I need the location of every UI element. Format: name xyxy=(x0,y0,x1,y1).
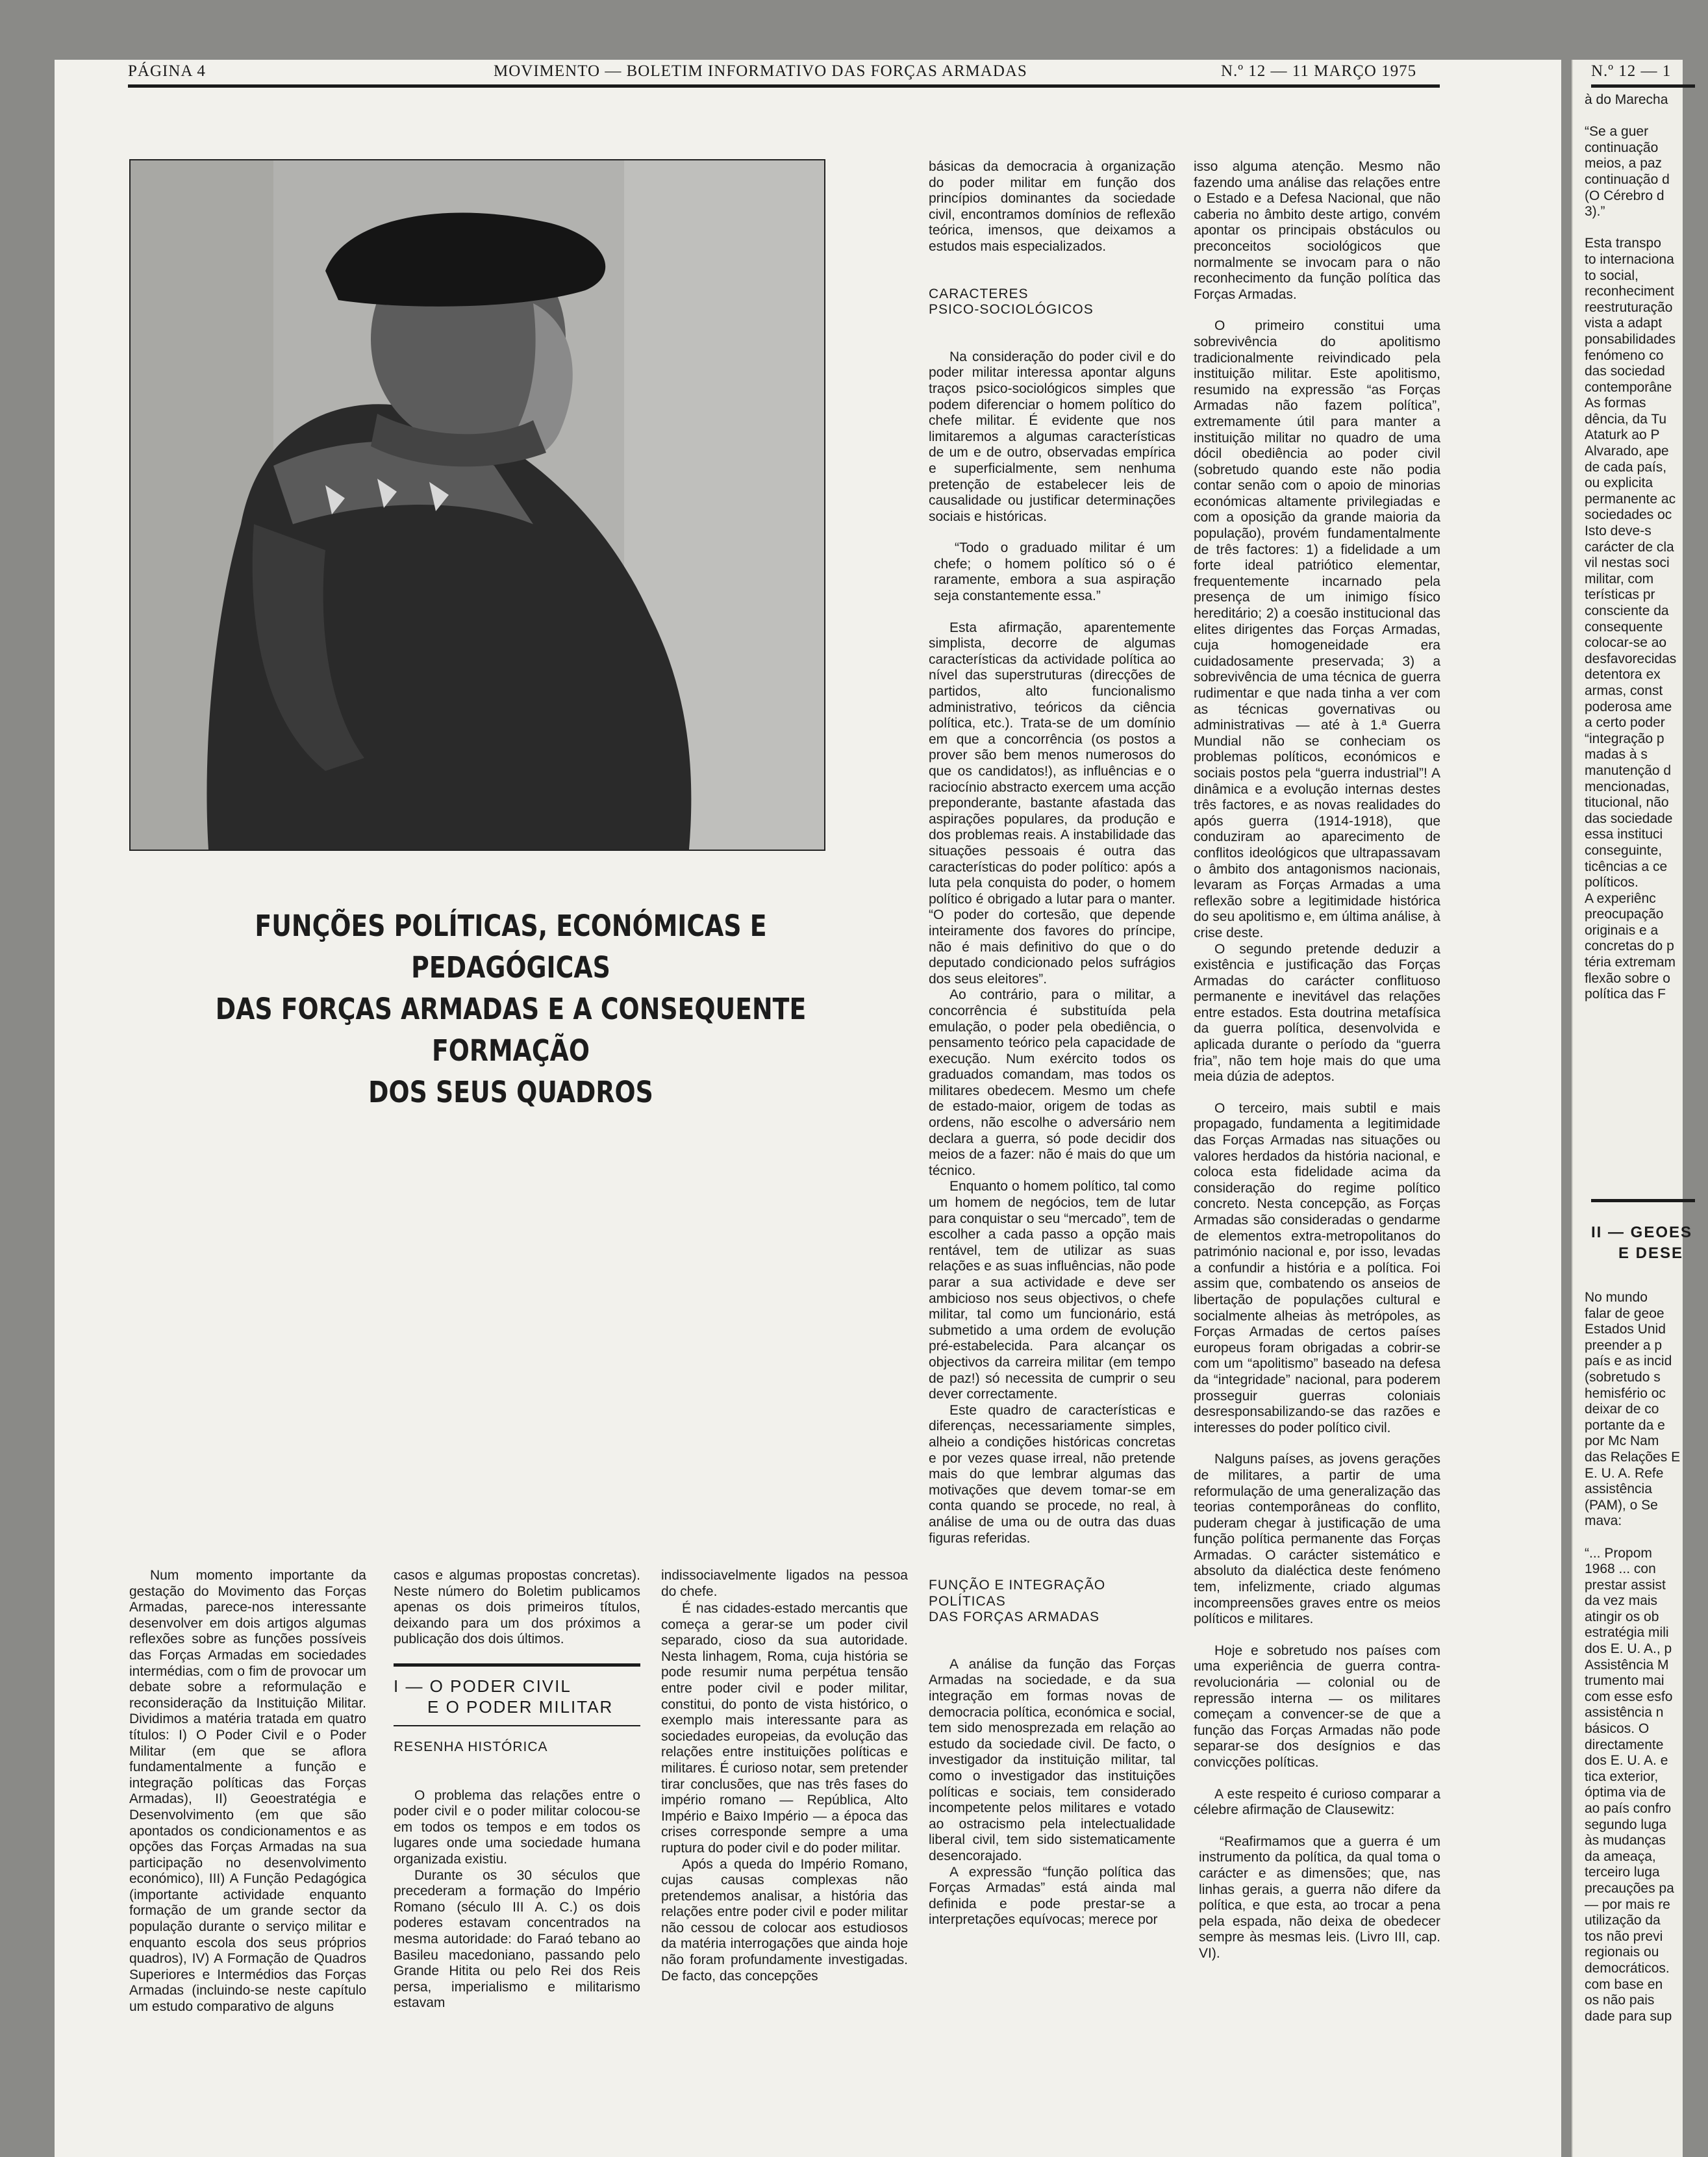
col4-paragraph-2: Esta afirmação, aparentemente simplista, decorre de algumas características da actividade política ao nível das superstruturas (direcções de partidos, alto funcionalismo administrativo, teóricos da ciência política, etc.). Trata-se de um domínio em que a concorrência (os postos a prover são bem menos numerosos do que os candidatos!), as influências e o raciocínio abstracto exercem uma acção preponderante, bastante afastada das aspirações populares, da produção e dos problemas reais. A instabilidade das situações pessoais é outra das características do poder político: após a luta pela conquista do poder, o homem político é obrigado a lutar para o manter. “O poder do cortesão, que depende inteiramente dos favores do príncipe, não é mais definitivo do que o do deputado condicionado pelos sufrágios dos seus eleitores”. xyxy=(929,620,1175,987)
next-page-text-line: terísticas pr xyxy=(1585,587,1655,603)
next-page-text-line: “... Propom xyxy=(1585,1545,1652,1561)
next-page-text-line: deixar de co xyxy=(1585,1402,1659,1417)
next-page-text-line: vista a adapt xyxy=(1585,316,1663,331)
next-page-text-line: ao país confro xyxy=(1585,1801,1672,1816)
next-page-text-line: tos não previ xyxy=(1585,1928,1663,1944)
next-page-text-line: téria extremam xyxy=(1585,955,1676,970)
next-page-text-line: com esse esfo xyxy=(1585,1689,1673,1704)
next-page-text-line: meios, a paz xyxy=(1585,156,1663,171)
col2-paragraph-1: O problema das relações entre o poder civil e o poder militar colocou-se em todos os tempos e em todos os lugares onde uma sociedade humana organizada existiu. xyxy=(394,1787,640,1867)
next-page-text-line: (O Cérebro d xyxy=(1585,188,1664,203)
next-page-text-line: prestar assist xyxy=(1585,1577,1666,1593)
next-page-edge xyxy=(1572,60,1693,2157)
col5-paragraph-4: Nalguns países, as jovens gerações de militares, a partir de uma reformulação de uma generalização das teorias contemporâneas do conflito, puderam chegar à justificação de uma função política permanente das Forças Armadas. O carácter sistemático e absoluto da dialéctica deste fenómeno tem, infelizmente, criado algumas incompreensões graves entre os meios políticos e militares. xyxy=(1194,1452,1440,1627)
next-page-text-line: to social, xyxy=(1585,268,1639,283)
next-page-text-line: portante da e xyxy=(1585,1417,1665,1433)
next-page-text-line: utilização da xyxy=(1585,1913,1661,1928)
next-page-heading-line-2: E DESE xyxy=(1618,1244,1684,1262)
next-page-column-bottom xyxy=(1585,1290,1702,2025)
next-page-text-line: a certo poder xyxy=(1585,715,1665,731)
next-page-section-rule xyxy=(1591,1199,1695,1202)
next-page-text-line: segundo luga xyxy=(1585,1817,1667,1832)
soldier-photo xyxy=(129,159,825,851)
subhead-caracteres-2: PSICO-SOCIOLÓGICOS xyxy=(929,302,1094,318)
issue-date: N.º 12 — 11 MARÇO 1975 xyxy=(1221,62,1417,80)
col4-quote: “Todo o graduado militar é um chefe; o homem político só o é raramente, embora a sua aspiração seja constantemente essa.” xyxy=(934,540,1175,604)
next-page-text-line: Esta transpo xyxy=(1585,236,1661,251)
next-page-text-line: detentora ex xyxy=(1585,667,1661,683)
next-page-text-line: E. U. A. Refe xyxy=(1585,1465,1664,1481)
next-page-text-line: directamente xyxy=(1585,1737,1664,1752)
intro-paragraph: Num momento importante da gestação do Movimento das Forças Armadas, parece-nos interessante desenvolver em dois artigos algumas reflexões sobre as funções possíveis das Forças Armadas em sociedades intermédias, com o fim de provocar um debate sobre a reformulação e reconsideração da Instituição Militar. Dividimos a matéria tratada em quatro títulos: I) O Poder Civil e o Poder Militar (em que se aflora fundamentalmente a função e integração políticas das Forças Armadas), II) Geoestratégia e Desenvolvimento (em que são apontados os condicionamentos e as opções das Forças Armadas na sua participação no desenvolvimento económico), III) A Função Pedagógica (importante actividade enquanto formação de um grande sector da população durante o serviço militar e enquanto escola dos seus próprios quadros), IV) A Formação de Quadros Superiores e Intermédios das Forças Armadas (incluindo-se neste capítulo um estudo comparativo de alguns xyxy=(129,1568,366,2015)
subhead-funcao-1: FUNÇÃO E INTEGRAÇÃO xyxy=(929,1578,1106,1593)
next-page-text-line: Assistência M xyxy=(1585,1657,1669,1672)
col5-top: isso alguma atenção. Mesmo não fazendo uma análise das relações entre o Estado e a Defesa Nacional, que não caberia no âmbito deste artigo, convém apontar os principais obstáculos ou preconceitos sociológicos que normalmente se invocam para o não reconhecimento da função política das Forças Armadas. xyxy=(1194,159,1440,302)
next-page-text-line: dos E. U. A. e xyxy=(1585,1753,1668,1769)
subhead-resenha: RESENHA HISTÓRICA xyxy=(394,1739,548,1754)
next-page-text-line: No mundo xyxy=(1585,1290,1648,1305)
next-page-text-line: mava: xyxy=(1585,1513,1622,1529)
intro-continuation: casos e algumas propostas concretas). Neste número do Boletim publicamos apenas os dois primeiros títulos, deixando para um dos próximos a publicação dos dois últimos. xyxy=(394,1568,640,1647)
next-page-text-line: reestruturação xyxy=(1585,299,1673,315)
next-page-text-line: conseguinte, xyxy=(1585,842,1663,858)
next-page-text-line: essa instituci xyxy=(1585,827,1663,842)
column-4 xyxy=(929,159,1175,1928)
next-page-text-line: tica exterior, xyxy=(1585,1769,1659,1784)
next-page-text-line: manutenção d xyxy=(1585,763,1672,778)
next-page-text-line: “integração p xyxy=(1585,731,1664,746)
section-title-line-1: I — O PODER CIVIL xyxy=(394,1676,571,1696)
next-page-text-line: concretas do p xyxy=(1585,939,1674,954)
next-page-text-line: ponsabilidades xyxy=(1585,331,1676,347)
next-page-heading-line-1: II — GEOES xyxy=(1591,1224,1693,1241)
column-5 xyxy=(1194,159,1440,1962)
next-page-text-line: sociedades oc xyxy=(1585,507,1672,523)
col4-paragraph-1: Na consideração do poder civil e do poder militar interessa apontar alguns traços psico-sociológicos simples que podem diferenciar o homem político do chefe militar. É evidente que nos limitaremos a algumas características de um e de outro, observadas empírica e superficialmente, sem nenhuma pretenção de estabelecer leis de causalidade ou justificar determinações sociais e históricas. xyxy=(929,349,1175,524)
next-page-text-line: dos E. U. A., p xyxy=(1585,1641,1672,1657)
column-3: indissociavelmente ligados na pessoa do chefe. xyxy=(661,1568,908,1599)
next-page-text-line: madas à s xyxy=(1585,747,1648,763)
next-page-text-line: continuação xyxy=(1585,140,1659,155)
next-page-text-line: por Mc Nam xyxy=(1585,1433,1659,1449)
next-page-text-line: dência, da Tu xyxy=(1585,411,1667,427)
next-page-text-line: desfavorecidas xyxy=(1585,651,1677,666)
next-page-column-top xyxy=(1585,92,1702,1003)
next-page-text-line: atingir os ob xyxy=(1585,1609,1659,1624)
next-page-text-line: originais e a xyxy=(1585,922,1659,938)
next-page-text-line: 1968 ... con xyxy=(1585,1561,1656,1577)
next-page-text-line: estratégia mili xyxy=(1585,1625,1669,1641)
next-page-text-line: país e as incid xyxy=(1585,1354,1672,1369)
column-1 xyxy=(129,1568,366,2015)
next-page-text-line: “Se a guer xyxy=(1585,124,1649,140)
col4-paragraph-6: A análise da função das Forças Armadas na sociedade, e da sua integração em formas novas de democracia política, económica e social, tem sido menosprezada em relação ao estudo da sociedade civil. De facto, o investigador da instituição militar, tal como o investigador das instituições políticas e sociais, tem considerado incompetente pelos militares e votado ao ostracismo pela intelectualidade liberal civil, tem sido sistematicamente desencorajado. xyxy=(929,1656,1175,1863)
next-page-text-line: assistência n xyxy=(1585,1705,1664,1721)
column-2 xyxy=(394,1568,640,2012)
soldier-silhouette-image xyxy=(131,160,824,850)
next-page-text-line: hemisfério oc xyxy=(1585,1385,1666,1401)
headline-line-2: DAS FORÇAS ARMADAS E A CONSEQUENTE FORMAÇÃO xyxy=(215,992,807,1068)
article-headline xyxy=(190,905,831,1113)
next-page-text-line: de cada país, xyxy=(1585,459,1667,475)
next-page-text-line: (sobretudo s xyxy=(1585,1369,1661,1385)
next-page-text-line: com base en xyxy=(1585,1976,1663,1992)
next-page-text-line: Estados Unid xyxy=(1585,1322,1666,1337)
next-page-text-line: carácter de cla xyxy=(1585,539,1674,555)
subhead-funcao-2: POLÍTICAS xyxy=(929,1593,1006,1609)
next-page-text-line: permanente ac xyxy=(1585,491,1676,507)
next-page-text-line: terceiro luga xyxy=(1585,1865,1660,1880)
next-page-text-line: armas, const xyxy=(1585,683,1663,698)
next-page-text-line: mencionadas, xyxy=(1585,779,1670,794)
next-page-text-line: As formas xyxy=(1585,396,1646,411)
next-page-text-line: das sociedad xyxy=(1585,364,1665,379)
next-page-text-line: assistência xyxy=(1585,1482,1652,1497)
next-page-text-line: Ataturk ao P xyxy=(1585,427,1660,443)
next-page-text-line: titucional, não xyxy=(1585,795,1669,811)
column-3-body: É nas cidades-estado mercantis que começa a gerar-se um poder civil separado, cioso da sua autoridade. Nesta linhagem, Roma, cuja história se pode resumir numa perpétua tensão entre poder civil e poder militar, constitui, do ponto de vista histórico, o exemplo mais interessante para as sociedades europeias, da evolução das relações entre instituições políticas e militares. É curioso notar, sem pretender tirar conclusões, que nas três fases do império romano — República, Alto Império e Baixo Império — a época das crises corresponde sempre a uma ruptura do poder civil e do poder militar. Após a queda do Império Romano, cujas causas complexas não pretendemos analisar, a história das relações entre poder civil e poder militar não cessou de colocar aos estudiosos da matéria interrogações que ainda hoje não foram profundamente investigadas. De facto, das concepções xyxy=(661,1601,908,1984)
next-page-text-line: da vez mais xyxy=(1585,1593,1658,1609)
next-page-text-line: os não pais xyxy=(1585,1993,1655,2008)
col5-paragraph-3: O terceiro, mais subtil e mais propagado, fundamenta a legitimidade das Forças Armadas nas situações ou valores herdados da história nacional, e coloca esta fidelidade acima da consideração do regime político concreto. Nesta concepção, as Forças Armadas são consideradas o gendarme de elementos extra-metropolitanos do património nacional e, por isso, levadas a confundir a história e a política. Foi assim que, combatendo os anseios de libertação de populações cultural e socialmente alheias às metrópoles, as Forças Armadas de certos países europeus foram obrigadas a cobrir-se com um “apolitismo” baseado na defesa da “integridade” nacional, para poderem prosseguir guerras coloniais desresponsabilizando-se das razões e interesses do poder político civil. xyxy=(1194,1100,1440,1435)
next-page-text-line: ou explicita xyxy=(1585,475,1653,491)
col2-paragraph-2: Durante os 30 séculos que precederam a formação do Império Romano (século III A. C.) os dois poderes estavam concentrados na mesma autoridade: do Faraó tebano ao Basileu macedoniano, passando pelo Grande Hitita ou pelo Rei dos Reis persa, imperialismo e militarismo estavam xyxy=(394,1867,640,2011)
next-page-text-line: fenómeno co xyxy=(1585,347,1664,363)
subhead-funcao-3: DAS FORÇAS ARMADAS xyxy=(929,1609,1100,1625)
col5-paragraph-6: A este respeito é curioso comparar a célebre afirmação de Clausewitz: xyxy=(1194,1786,1440,1818)
next-page-text-line: colocar-se ao xyxy=(1585,635,1667,651)
next-page-text-line: preender a p xyxy=(1585,1337,1663,1353)
section-title-line-2: E O PODER MILITAR xyxy=(427,1697,614,1717)
next-page-text-line: continuação d xyxy=(1585,171,1670,187)
next-page-text-line: da ameaça, xyxy=(1585,1848,1656,1864)
col4-paragraph-7: A expressão “função política das Forças Armadas” está ainda mal definida e pode prestar-se a interpretações equívocas; merece por xyxy=(929,1864,1175,1928)
subhead-caracteres-1: CARACTERES xyxy=(929,286,1029,301)
next-page-text-line: básicos. O xyxy=(1585,1721,1650,1737)
next-page-text-line: Isto deve-s xyxy=(1585,523,1651,539)
next-page-text-line xyxy=(1585,1530,1702,1546)
next-page-text-line: políticos. xyxy=(1585,875,1639,890)
next-page-text-line: democráticos. xyxy=(1585,1960,1670,1976)
next-page-text-line: (PAM), o Se xyxy=(1585,1497,1658,1513)
next-page-text-line: A experiênc xyxy=(1585,890,1656,906)
next-page-text-line: militar, com xyxy=(1585,571,1654,587)
next-page-text-line: ticências a ce xyxy=(1585,859,1668,874)
next-page-heading xyxy=(1591,1222,1708,1264)
headline-line-3: DOS SEUS QUADROS xyxy=(368,1075,653,1109)
masthead-title: MOVIMENTO — BOLETIM INFORMATIVO DAS FORÇAS ARMADAS xyxy=(494,62,1027,80)
next-page-text-line: reconheciment xyxy=(1585,284,1674,299)
headline-line-1: FUNÇÕES POLÍTICAS, ECONÓMICAS E PEDAGÓGICAS xyxy=(255,909,767,985)
next-page-text-line: às mudanças xyxy=(1585,1833,1666,1848)
next-page-text-line: — por mais re xyxy=(1585,1897,1670,1912)
next-page-text-line: falar de geoe xyxy=(1585,1306,1664,1321)
next-page-text-line: flexão sobre o xyxy=(1585,970,1670,986)
col4-paragraph-4: Enquanto o homem político, tal como um homem de negócios, tem de lutar para conquistar o seu “mercado”, tem de escolher a cada passo a opção mais rentável, tem de utilizar as suas relações e as suas influências, não pode parar a sua actividade e deve ser ambicioso nos seus objectivos, o chefe militar, tal como um funcionário, está submetido a uma ordem de evolução pré-estabelecida. Para alcançar os objectivos da carreira militar (em tempo de paz!) só necessita de cumprir o seu dever correctamente. xyxy=(929,1179,1175,1402)
next-page-text-line: 3).” xyxy=(1585,204,1605,220)
next-page-text-line: política das F xyxy=(1585,987,1666,1002)
next-page-text-line: regionais ou xyxy=(1585,1945,1659,1960)
col5-paragraph-2: O segundo pretende deduzir a existência e justificação das Forças Armadas do carácter conflituoso permanente e inevitável das relações entre estados. Esta doutrina metafísica da guerra política, desenvolvida e aplicada durante o período da “guerra fria”, não tem hoje mais do que uma meia dúzia de adeptos. xyxy=(1194,941,1440,1085)
next-page-text-line: vil nestas soci xyxy=(1585,555,1670,571)
col4-top: básicas da democracia à organização do poder militar em função dos princípios dominantes da sociedade civil, encontramos domínios de reflexão teórica, imensos, que deixamos a estudos mais especializados. xyxy=(929,159,1175,254)
next-page-text-line: óptima via de xyxy=(1585,1785,1666,1800)
next-page-text-line: contemporâne xyxy=(1585,379,1672,395)
next-page-text-line: das sociedade xyxy=(1585,811,1673,826)
next-page-text-line: das Relações E xyxy=(1585,1449,1681,1465)
next-page-text-line: poderosa ame xyxy=(1585,699,1672,714)
col5-paragraph-5: Hoje e sobretudo nos países com uma experiência de guerra contra-revolucionária — colonial ou de repressão interna — os militares começam a convencer-se de que a função das Forças Armadas não pode separar-se dos desígnios e das convicções políticas. xyxy=(1194,1643,1440,1770)
next-page-issue: N.º 12 — 1 xyxy=(1591,62,1672,80)
col4-paragraph-5: Este quadro de características e diferenças, necessariamente simples, alheio a condições históricas concretas e por vezes quase irreal, não pretende mais do que lembrar algumas das motivações que devem tomar-se em conta quando se procede, no real, à análise de uma ou de outra das duas figuras referidas. xyxy=(929,1402,1175,1546)
col5-paragraph-1: O primeiro constitui uma sobrevivência do apolitismo tradicionalmente reivindicado pela instituição militar. Este apolitismo, resumido na expressão “as Forças Armadas não fazem política”, extremamente útil para manter a instituição militar no quadro de uma dócil obediência ao poder civil (sobretudo quando este não podia contar senão com o apoio de minorias económicas altamente privilegiadas e com a oposição da grande maioria da população), provém fundamentalmente de três factores: 1) a fidelidade a um forte ideal patriótico elementar, frequentemente incarnado pela presença de um inimigo físico hereditário; 2) a coesão institucional das elites dirigentes das Forças Armadas, cuja homogeneidade era cuidadosamente preservada; 3) a sobrevivência de uma técnica de guerra rudimentar e que nada tinha a ver com as técnicas governativas ou administrativas — até à 1.ª Guerra Mundial não se conheciam os problemas políticos, económicos e sociais postos pela “guerra industrial”! A dinâmica e a evolução internas destes três factores, e as novas realidades do após guerra (1914-1918), que conduziram ao aparecimento de conflitos ideológicos que ultrapassavam o âmbito dos antagonismos nacionais, levaram as Forças Armadas a uma reflexão sobre a legitimidade histórica do seu apolitismo e, em última análise, à crise deste. xyxy=(1194,318,1440,940)
next-page-text-line: à do Marecha xyxy=(1585,92,1668,107)
next-page-text-line: precauções pa xyxy=(1585,1880,1674,1896)
next-page-text-line: Alvarado, ape xyxy=(1585,444,1669,459)
header-rule xyxy=(128,84,1440,88)
next-page-text-line: to internaciona xyxy=(1585,251,1674,267)
next-page-text-line: preocupação xyxy=(1585,907,1664,922)
next-page-text-line xyxy=(1585,108,1702,125)
next-page-text-line: consequente xyxy=(1585,619,1663,635)
page-number: PÁGINA 4 xyxy=(128,62,206,80)
next-page-text-line xyxy=(1585,220,1702,236)
col4-paragraph-3: Ao contrário, para o militar, a concorrência é substituída pela emulação, o poder pela obediência, o pensamento teórico pela capacidade de execução. Num exército todos os graduados comandam, mas todos os militares obedecem. Mesmo um chefe de estado-maior, origem de todas as ordens, não escolhe o adversário nem declara a guerra, só pode decidir dos meios de a fazer: não é mais do que um técnico. xyxy=(929,987,1175,1178)
next-page-text-line: dade para sup xyxy=(1585,2008,1672,2024)
next-page-text-line: trumento mai xyxy=(1585,1673,1664,1689)
col5-quote: “Reafirmamos que a guerra é um instrumento da política, da qual toma o carácter e as dimensões; que, nas linhas gerais, a guerra não difere da política, e que esta, ao trocar a pena pela espada, não deixa de obedecer sempre às mesmas leis. (Livro III, cap. VI). xyxy=(1199,1834,1440,1961)
next-page-text-line: consciente da xyxy=(1585,603,1669,618)
